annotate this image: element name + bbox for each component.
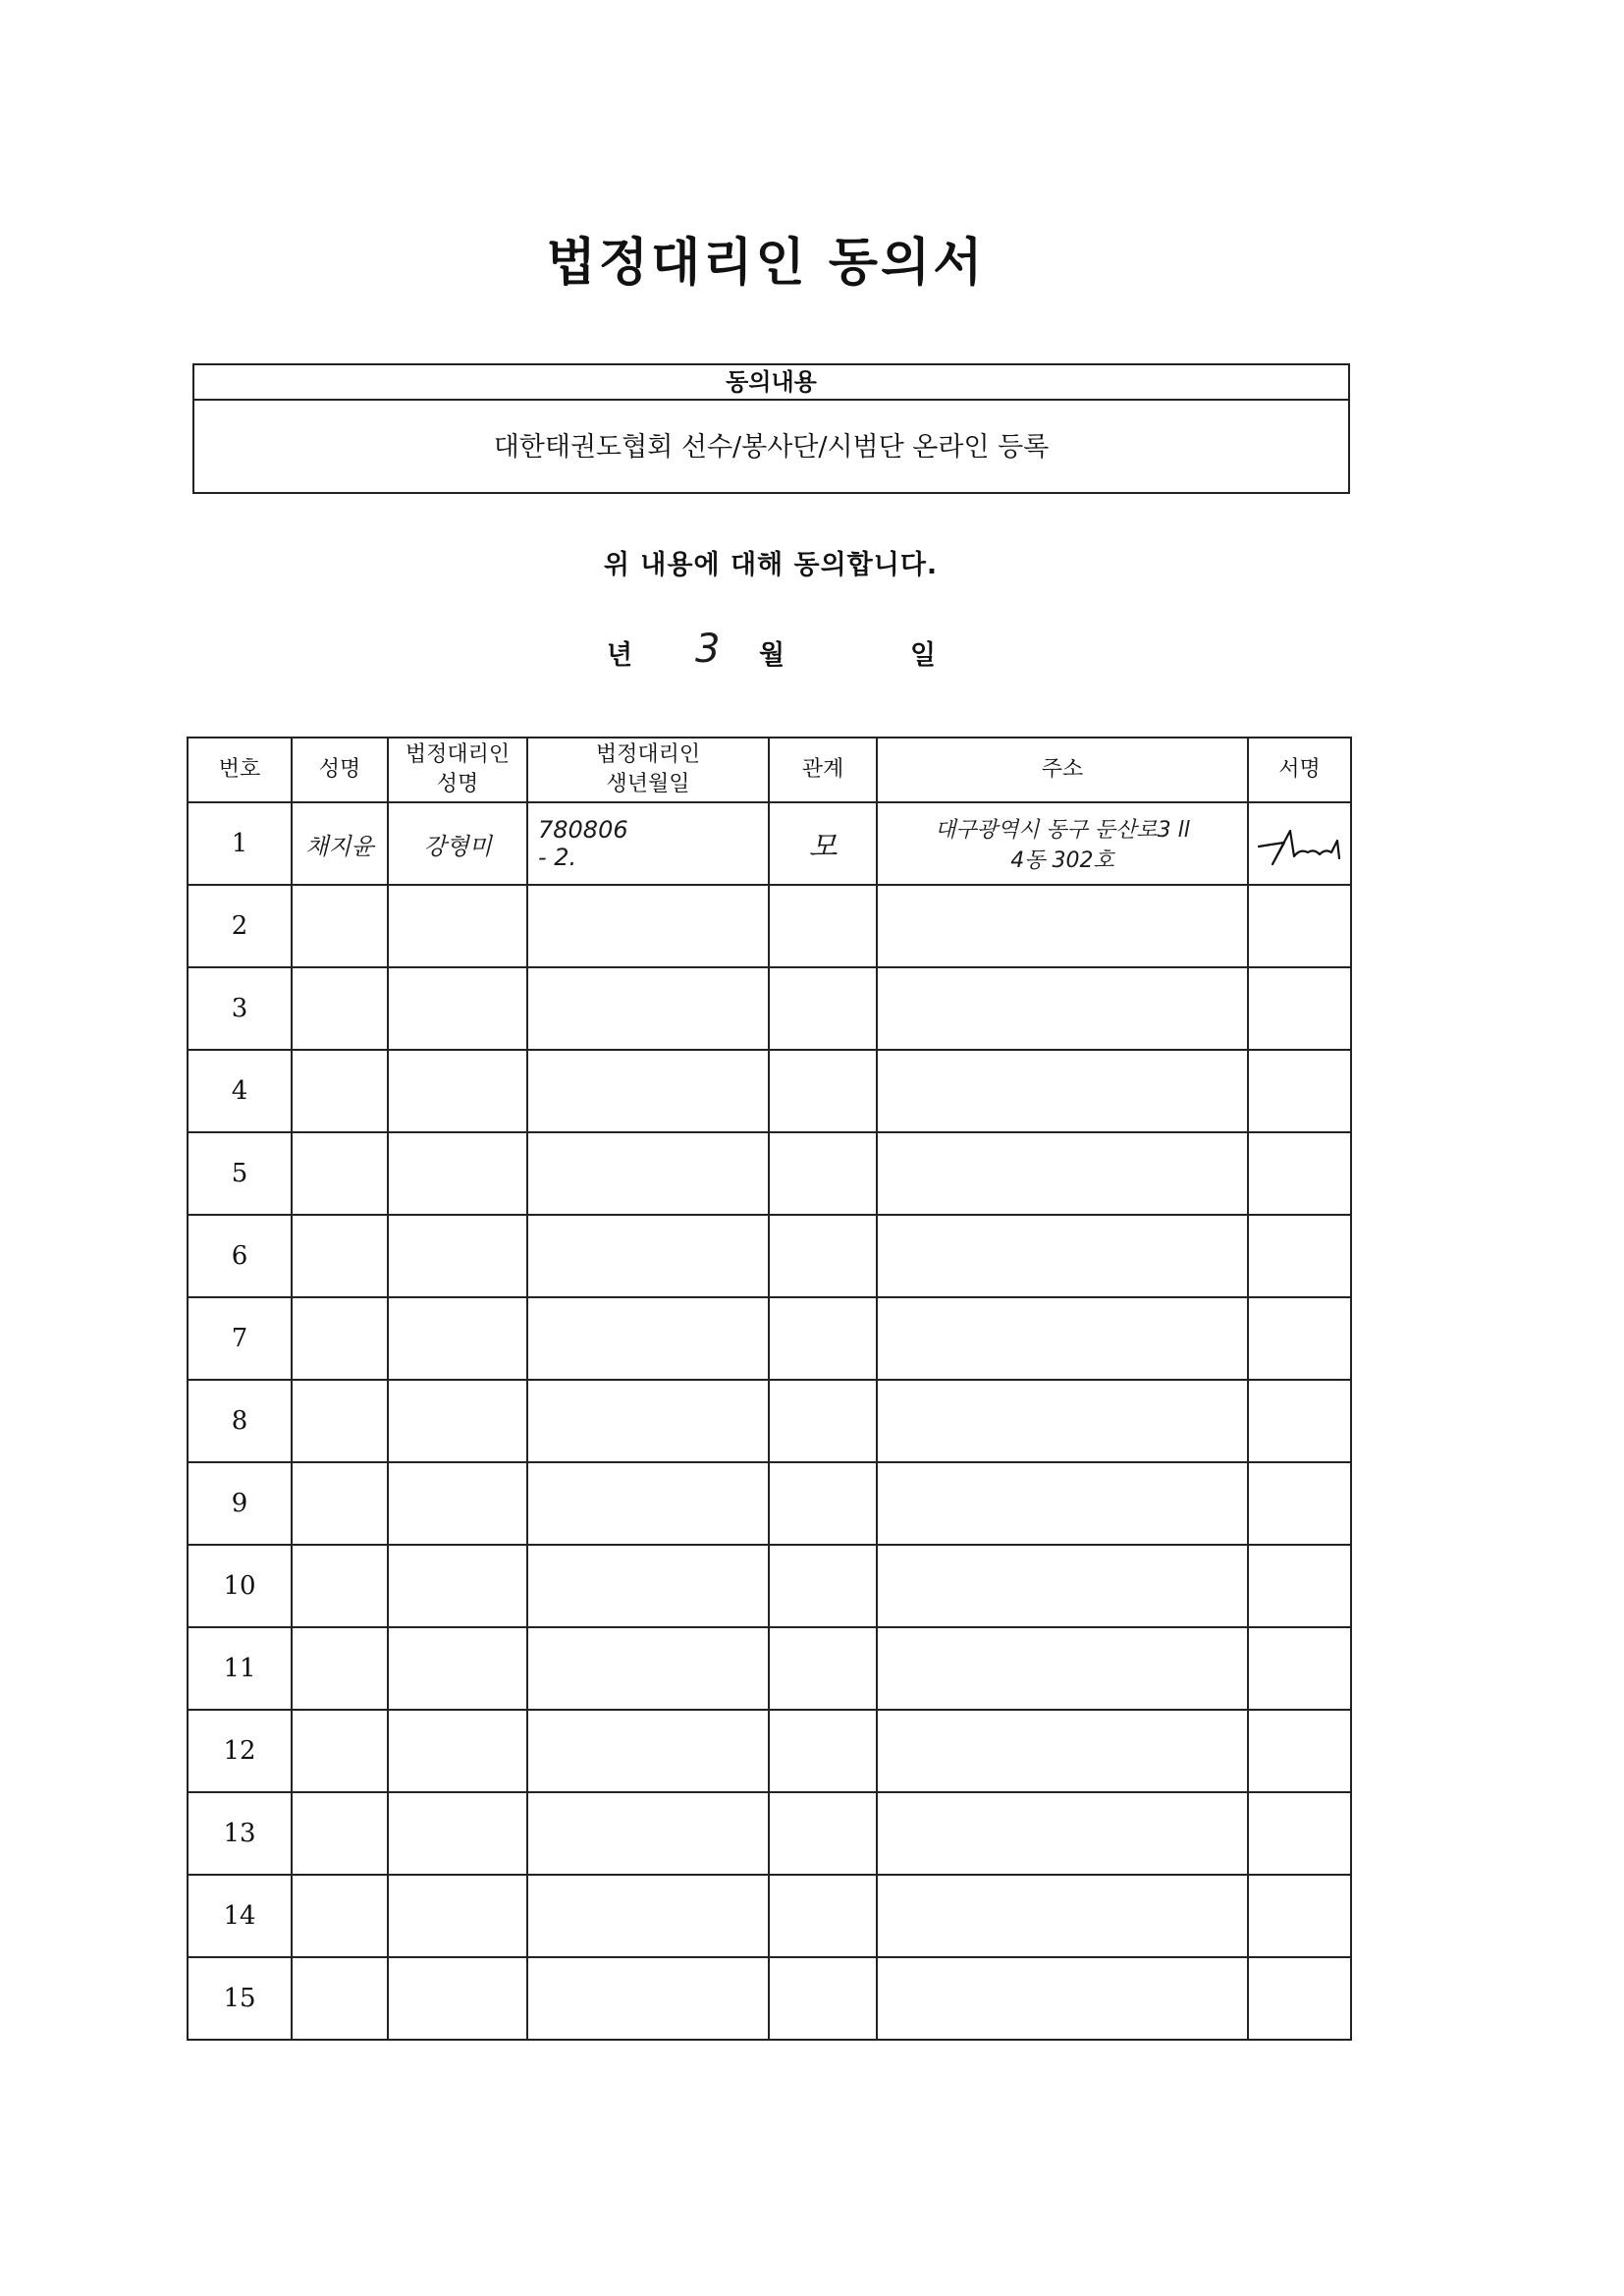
row-number: 11 [188, 1627, 292, 1710]
row-number: 15 [188, 1957, 292, 2040]
header-guardian-birth: 법정대리인 생년월일 [527, 738, 769, 802]
document-title: 법정대리인 동의서 [546, 234, 986, 293]
header-guardian-name: 법정대리인 성명 [388, 738, 527, 802]
header-name: 성명 [292, 738, 388, 802]
consent-header: 동의내용 [194, 365, 1348, 401]
row-number: 5 [188, 1132, 292, 1215]
row-number: 3 [188, 967, 292, 1050]
date-day-label: 일 [910, 640, 937, 671]
table-row [188, 1875, 1351, 1957]
row-number: 7 [188, 1297, 292, 1380]
table-row [188, 802, 1351, 885]
row-number: 8 [188, 1380, 292, 1462]
table-row [188, 1215, 1351, 1297]
row-number: 10 [188, 1545, 292, 1627]
header-no: 번호 [188, 738, 292, 802]
table-row [188, 1297, 1351, 1380]
guardian-table [187, 737, 1352, 2041]
table-row [188, 967, 1351, 1050]
table-row [188, 1710, 1351, 1792]
table-header-row [188, 738, 1351, 802]
row-number: 4 [188, 1050, 292, 1132]
consent-body: 대한태권도협회 선수/봉사단/시범단 온라인 등록 [493, 432, 1050, 463]
consent-box [192, 363, 1350, 494]
header-signature: 서명 [1248, 738, 1351, 802]
table-row [188, 1957, 1351, 2040]
cell-relation: 모 [769, 802, 877, 885]
cell-name: 채지윤 [292, 802, 388, 885]
date-month-value: 3 [695, 627, 721, 672]
row-number: 14 [188, 1875, 292, 1957]
table-row [188, 1627, 1351, 1710]
row-number: 12 [188, 1710, 292, 1792]
cell-guardian-birth: 780806 - 2. [527, 802, 769, 885]
row-number: 2 [188, 885, 292, 967]
table-row [188, 1380, 1351, 1462]
cell-signature [1248, 802, 1351, 885]
header-relation: 관계 [769, 738, 877, 802]
header-address: 주소 [877, 738, 1248, 802]
table-row [188, 1462, 1351, 1545]
table-row [188, 885, 1351, 967]
table-row [188, 1545, 1351, 1627]
table-row [188, 1132, 1351, 1215]
handwritten-signature [1251, 819, 1349, 868]
table-row [188, 1792, 1351, 1875]
date-year-label: 년 [607, 640, 633, 671]
row-number: 6 [188, 1215, 292, 1297]
row-number: 13 [188, 1792, 292, 1875]
row-number: 1 [188, 802, 292, 885]
cell-guardian-name: 강형미 [388, 802, 527, 885]
agreement-statement: 위 내용에 대해 동의합니다. [603, 550, 939, 580]
table-row [188, 1050, 1351, 1132]
row-number: 9 [188, 1462, 292, 1545]
date-month-label: 월 [759, 640, 785, 671]
cell-address: 대구광역시 동구 둔산로3 ll 4동 302호 [877, 802, 1248, 885]
